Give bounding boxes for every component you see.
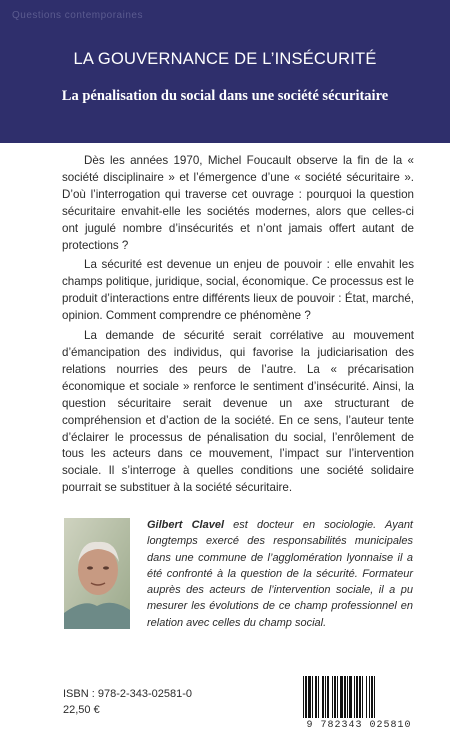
barcode-bar [356,676,358,718]
book-subtitle: La pénalisation du social dans une société sécuritaire [61,88,389,104]
barcode [297,672,419,737]
barcode-bar [303,676,304,718]
title-band [0,0,450,143]
book-title: LA GOUVERNANCE DE L’INSÉCURITÉ [73,50,377,68]
barcode-bar [325,676,326,718]
author-photo [64,518,130,629]
paragraph: La demande de sécurité serait corrélative au mouvement d’émancipation des individus, qui favorise la judiciarisation des relations nourries des peurs de l’autre. La « précarisation économique et sociale » renforce le sentiment d’insécurité. Ainsi, la question sécuritaire serait devenue un axe structurant de compréhension et d’action de la société. En ce sens, l’auteur tente d’éclairer le processus de pénalisation du social, l’enrôlement de tous les acteurs dans ce mouvement, l’impact sur l’intervention sociale. Il s’interroge à quelles conditions une société solidaire pourrait se substituer à la société sécuritaire. [62,329,414,495]
isbn: ISBN : 978-2-343-02581-0 [63,688,193,700]
barcode-bar [340,676,343,718]
price: 22,50 € [63,704,100,716]
back-cover-text [62,153,414,500]
barcode-bar [322,676,324,718]
barcode-bar [344,676,346,718]
barcode-number: 9 782343 025810 [306,720,412,731]
series-name: Questions contemporaines [12,10,143,21]
barcode-bar [327,676,329,718]
author-name: Gilbert Clavel [147,519,225,531]
barcode-bar [337,676,338,718]
barcode-bar [366,676,367,718]
barcode-bar [349,676,352,718]
author-bio [147,517,413,631]
barcode-bar [305,676,307,718]
paragraph: Dès les années 1970, Michel Foucault observe la fin de la « société disciplinaire » et l’émergence d’une « société sécuritaire ». D’où l’interrogation qui traverse cet ouvrage : pourquoi la question sécuritaire envahit-elle les sociétés modernes, alors que celles-ci ont jugulé nombre d’insécurités et n’ont jamais offert autant de protections ? [62,154,414,252]
barcode-bar [308,676,311,718]
barcode-bar [371,676,373,718]
author-bio-text: est docteur en sociologie. Ayant longtemps exercé des responsabilités municipales dans une commune de l’agglomération lyonnaise il a été confronté à la question de la sécurité. Formateur auprès des acteurs de l’intervention sociale, il a pu mesurer les évolutions de ce champ professionnel en relation avec celles du champ social. [147,519,413,629]
barcode-bar [332,676,333,718]
paragraph: La sécurité est devenue un enjeu de pouvoir : elle envahit les champs politique, juridique, social, économique. Ce processus est le produit d’interactions entre différents lieux de pouvoir : État, marché, opinion. Comment comprendre ce phénomène ? [62,258,414,323]
barcode-bar [354,676,355,718]
barcode-bar [374,676,375,718]
barcode-bars [303,676,413,718]
barcode-bar [362,676,363,718]
barcode-bar [334,676,336,718]
barcode-bar [315,676,317,718]
isbn-block [63,686,192,718]
barcode-bar [312,676,313,718]
barcode-bar [359,676,361,718]
barcode-bar [347,676,348,718]
barcode-bar [318,676,319,718]
barcode-bar [369,676,370,718]
